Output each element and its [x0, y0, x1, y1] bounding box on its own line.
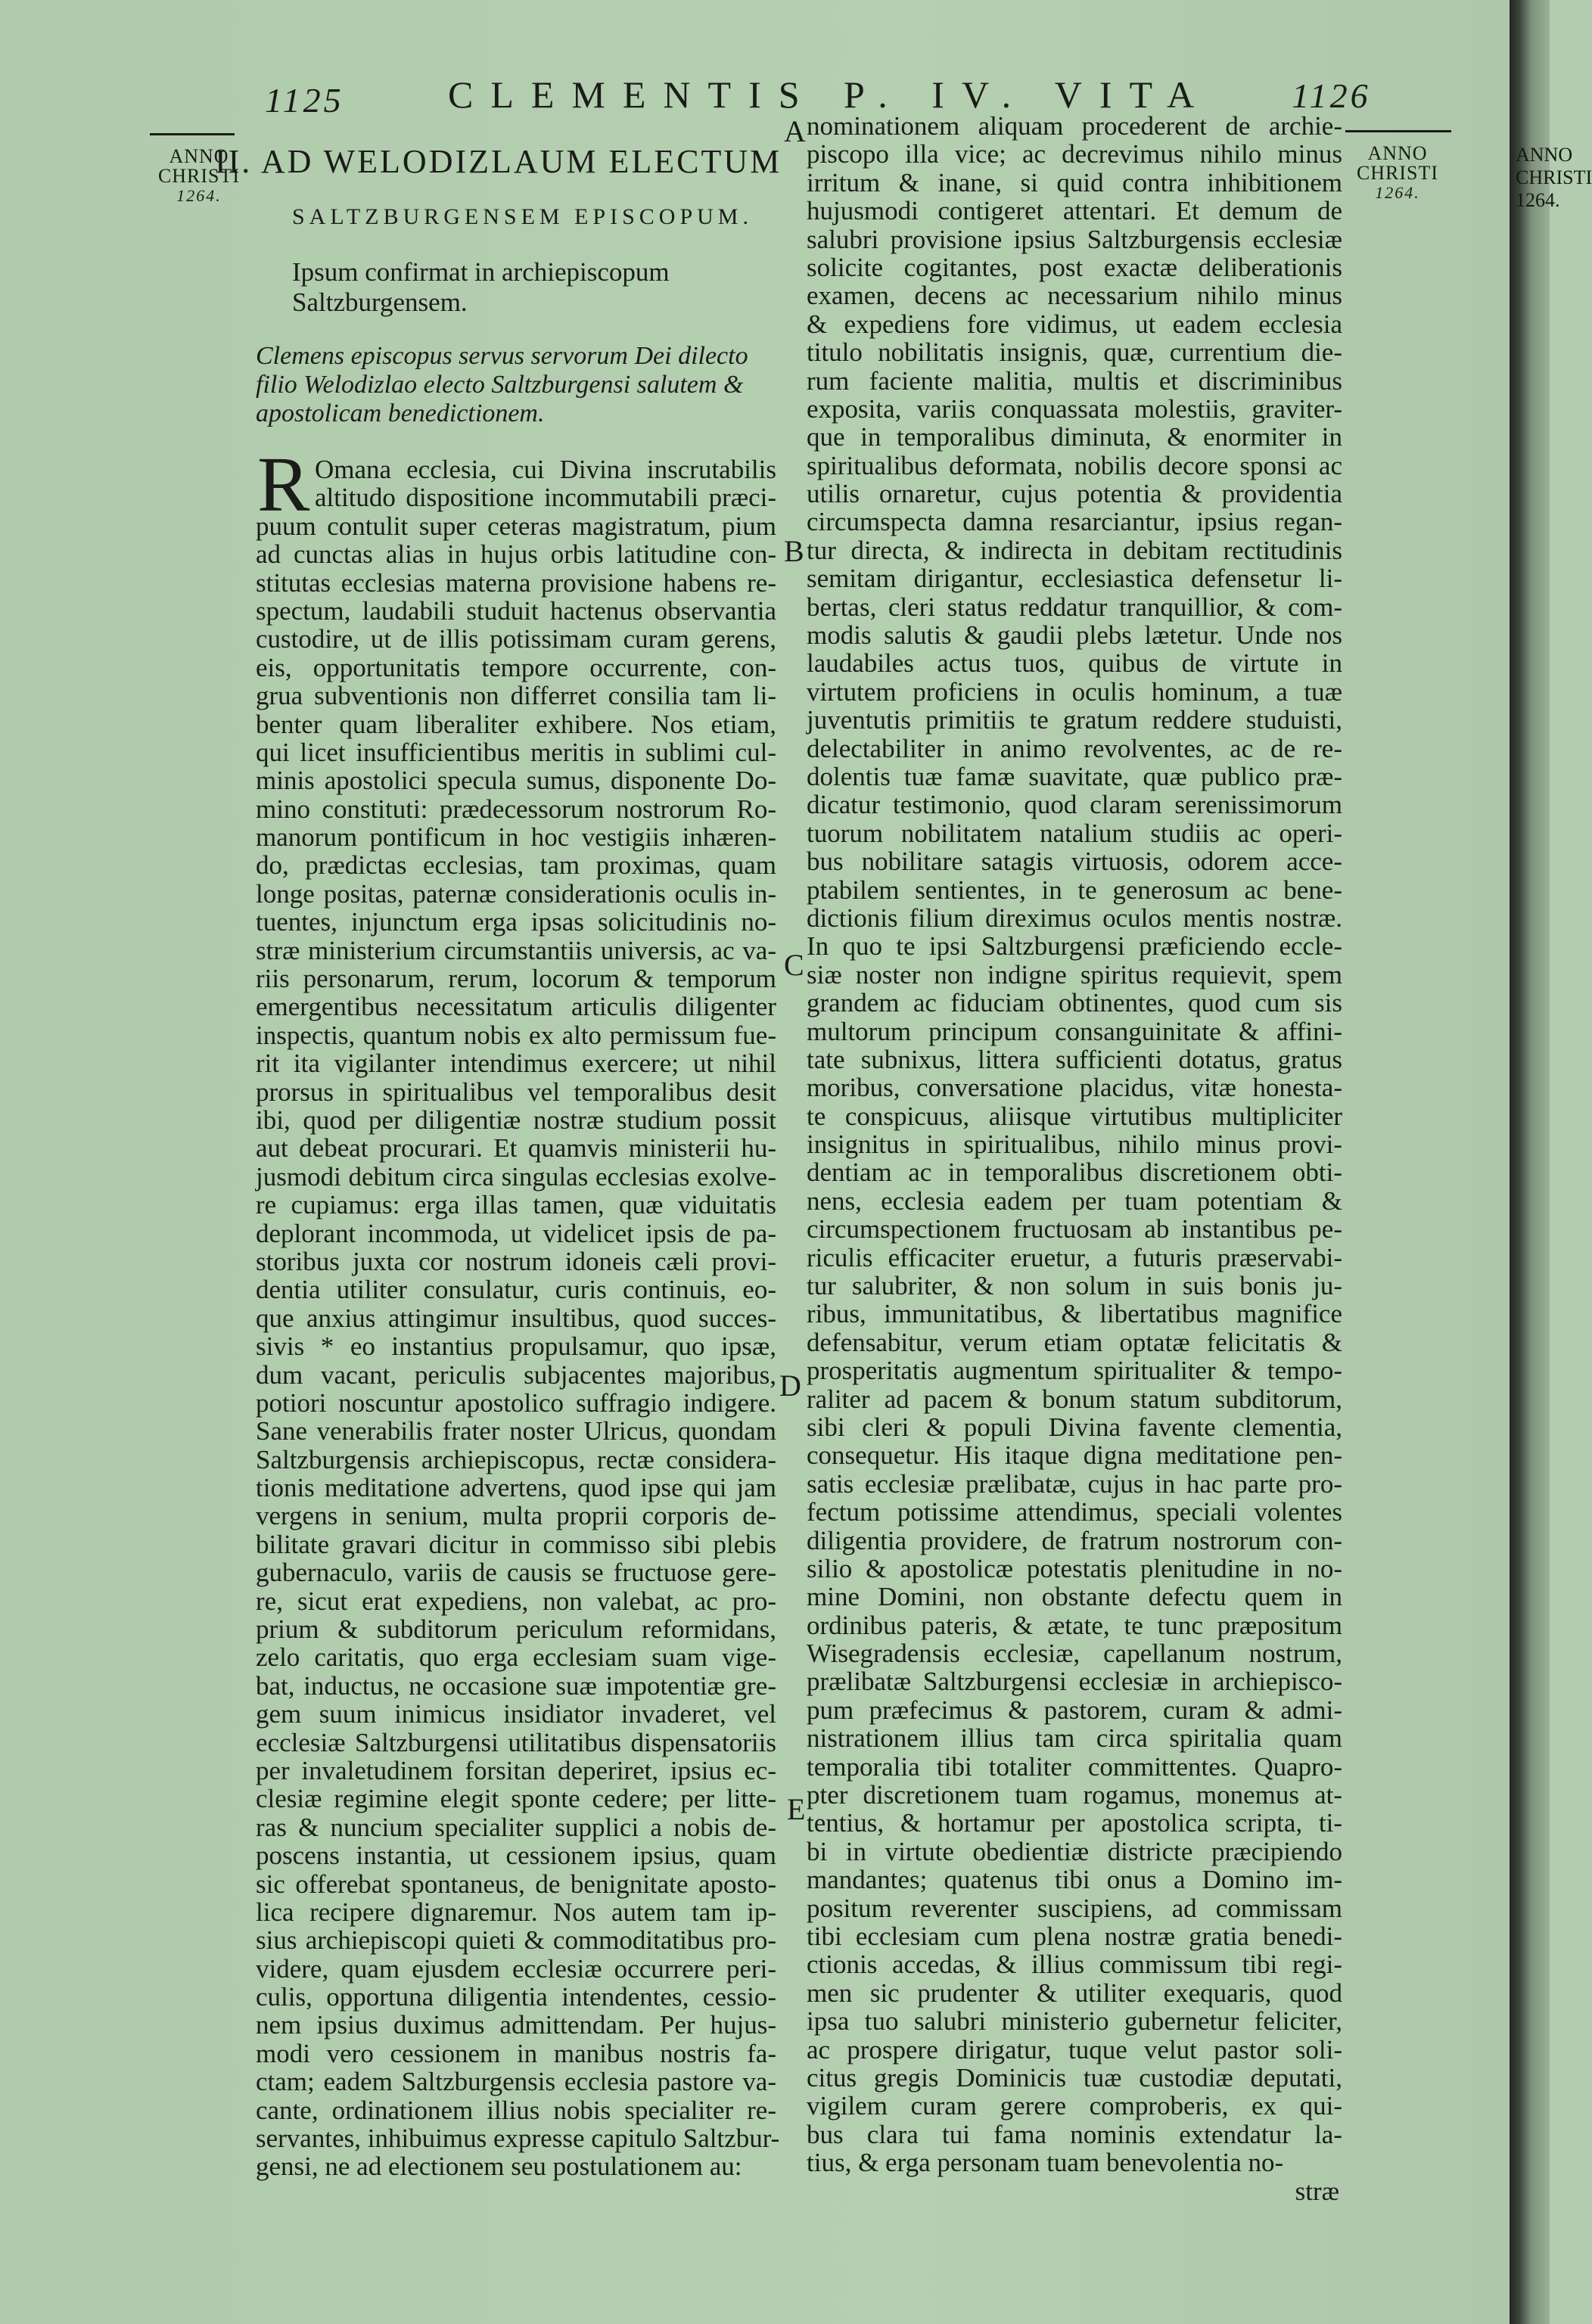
- text-line: tibi ecclesiam cum plena nostræ gratia benedi-: [807, 1922, 1342, 1951]
- text-line: sic offerebat spontaneus, de benignitate aposto-: [256, 1869, 776, 1899]
- text-line: benter quam liberaliter exhibere. Nos etiam,: [256, 709, 776, 739]
- next-page-anno: ANNO: [1516, 144, 1573, 166]
- margin-christi: CHRISTI: [1356, 162, 1439, 184]
- text-line: stræ ministerium circumstantiis universis, ac va-: [256, 935, 776, 965]
- text-line: riis personarum, rerum, locorum & temporum: [256, 964, 776, 994]
- text-line: nominationem aliquam procederent de archie-: [807, 111, 1342, 141]
- text-line: circumspecta damna resarciantur, ipsius regan-: [807, 507, 1342, 537]
- text-line: grandem ac fiduciam obtinentes, quod cum sis: [807, 988, 1342, 1018]
- next-page-year: 1264.: [1516, 189, 1560, 211]
- text-line: solicite cogitantes, post exactæ deliberationis: [807, 252, 1342, 282]
- text-line: videre, quam ejusdem ecclesiæ occurrere peri-: [256, 1953, 776, 1984]
- text-line: multorum principum consanguinitate & affini-: [807, 1016, 1342, 1046]
- letter-subtitle: SALTZBURGENSEM EPISCOPUM.: [292, 204, 753, 229]
- text-line: qui licet insufficientibus meritis in sublimi cul-: [256, 737, 776, 767]
- text-line: Wisegradensis ecclesiæ, capellanum nostrum,: [807, 1639, 1342, 1669]
- text-line: dum vacant, periculis subjacentes majoribus,: [256, 1359, 776, 1390]
- text-line: re cupiamus: erga illas tamen, quæ viduitatis: [256, 1190, 776, 1220]
- text-line: eis, opportunitatis tempore occurrente, con-: [256, 652, 776, 682]
- page-number-right: 1126: [1292, 76, 1371, 115]
- text-line: defensabitur, verum etiam optatæ felicitatis &: [807, 1327, 1342, 1357]
- text-line: consequetur. His itaque digna meditatione pen-: [807, 1440, 1342, 1471]
- text-line: dentia utiliter consulatur, curis continuis, eo-: [256, 1275, 776, 1305]
- text-line: tate subnixus, littera sufficienti dotatus, gratus: [807, 1044, 1342, 1074]
- text-line: nistrationem illius tam circa spiritalia quam: [807, 1723, 1342, 1754]
- text-line: altitudo dispositione incommutabili præci-: [315, 483, 776, 513]
- text-line: & expediens fore vidimus, ut eadem ecclesia: [807, 309, 1342, 339]
- text-line: manorum pontificum in hoc vestigiis inhæren-: [256, 822, 776, 853]
- text-line: gensi, ne ad electionem seu postulationem au:: [256, 2152, 742, 2182]
- text-line: insignitus in spiritualibus, nihilo minus provi-: [807, 1129, 1342, 1160]
- section-letter-c: C: [784, 948, 804, 982]
- text-line: tionis meditatione advertens, quod ipse qui jam: [256, 1473, 776, 1503]
- text-line: ribus, immunitatibus, & libertatibus magnifice: [807, 1299, 1342, 1329]
- text-line: prorsus in spiritualibus vel temporalibus desit: [256, 1077, 776, 1107]
- text-line: juventutis primitiis te gratum reddere studuisti,: [807, 705, 1342, 735]
- text-line: nem ipsius duximus admittendam. Per hujus-: [256, 2010, 776, 2040]
- text-line: delectabiliter in animo revolventes, ac de re-: [807, 733, 1342, 763]
- text-line: que in temporalibus diminuta, & enormiter in: [807, 422, 1342, 452]
- section-letter-b: B: [784, 534, 804, 568]
- text-line: dictionis filium direximus oculos mentis nostræ.: [807, 903, 1342, 933]
- text-line: spiritualibus deformata, nobilis decore sponsi ac: [807, 450, 1342, 480]
- text-line: citus gregis Dominicis tuæ custodiæ deputati,: [807, 2062, 1342, 2093]
- text-line: prosperitatis augmentum spiritualiter & tempo-: [807, 1356, 1342, 1386]
- text-line: modi vero cessionem in manibus nostris fa-: [256, 2038, 776, 2068]
- text-line: zelo caritatis, quo erga ecclesiam suam vige-: [256, 1642, 776, 1673]
- text-line: positum reverenter suscipiens, ad commissam: [807, 1893, 1342, 1923]
- text-line: poscens instantia, ut cessionem ipsius, quam: [256, 1841, 776, 1871]
- text-line: mine Domini, non obstante defectu quem in: [807, 1582, 1342, 1612]
- text-line: dolentis tuæ famæ suavitate, quæ publico præ-: [807, 761, 1342, 791]
- text-line: puum contulit super ceteras magistratum, pium: [256, 511, 776, 541]
- text-line: jusmodi debitum circa singulas ecclesias exolve-: [256, 1161, 776, 1192]
- left-column: [256, 455, 780, 2182]
- text-line: satis ecclesiæ prælibatæ, cujus in hac parte pro-: [807, 1468, 1342, 1499]
- text-line: lica recipere dignaremur. Nos autem tam ip-: [256, 1897, 776, 1927]
- header-rule-left: [150, 133, 235, 135]
- text-line: hujusmodi contigeret attentari. Et demum de: [807, 196, 1342, 226]
- text-line: prium & subditorum periculum reformidans,: [256, 1614, 776, 1645]
- margin-anno: ANNO: [169, 145, 229, 167]
- text-line: servantes, inhibuimus expresse capitulo Saltzbur-: [256, 2124, 780, 2154]
- text-line: prælibatæ Saltzburgensi ecclesiæ in archiepisco-: [807, 1667, 1342, 1697]
- text-line: examen, decens ac necessarium nihilo minus: [807, 281, 1342, 311]
- text-line: ptabilem sentientes, in te generosum ac bene-: [807, 875, 1342, 905]
- text-line: pum præfecimus & pastorem, curam & admi-: [807, 1695, 1342, 1725]
- text-line: circumspectionem fructuosam ab instantibus pe-: [807, 1214, 1342, 1244]
- text-line: ras & nuncium specialiter supplici a nobis de-: [256, 1812, 776, 1842]
- text-line: semitam dirigantur, ecclesiastica defensetur li-: [807, 564, 1342, 594]
- text-line: bus clara tui fama nominis extendatur la-: [807, 2119, 1342, 2149]
- text-line: nens, ecclesia eadem per tuam potentiam &: [807, 1185, 1342, 1216]
- text-line: inspectis, quantum nobis ex alto permissum fue-: [256, 1020, 776, 1050]
- running-title: CLEMENTIS P. IV. VITA: [448, 73, 1212, 116]
- text-line: piscopo illa vice; ac decrevimus nihilo minus: [807, 139, 1342, 169]
- text-line: potiori noscuntur apostolico suffragio indigere.: [256, 1387, 776, 1418]
- text-line: temporalia tibi totaliter committentes. Quapro-: [807, 1751, 1342, 1782]
- text-line: rum faciente malitia, multis et discriminibus: [807, 365, 1342, 396]
- text-line: bilitate gravari dicitur in commisso sibi plebis: [256, 1529, 776, 1559]
- text-line: longe positas, paternæ considerationis oculis in-: [256, 878, 776, 909]
- text-line: tuorum nobilitatem natalium studiis ac operi-: [807, 818, 1342, 848]
- drop-cap: R: [257, 441, 310, 528]
- text-line: storibus juxta cor nostrum idoneis cæli provi-: [256, 1246, 776, 1276]
- binding-gutter: [1510, 0, 1550, 2324]
- text-line: bus nobilitare satagis virtuosis, odorem acce-: [807, 847, 1342, 877]
- margin-year: 1264.: [176, 186, 222, 205]
- text-line: utilis ornaretur, cujus potentia & providentia: [807, 479, 1342, 509]
- margin-anno: ANNO: [1367, 142, 1428, 164]
- text-line: pter discretionem tuam rogamus, monemus at-: [807, 1780, 1342, 1810]
- text-line: bat, inductus, ne occasione suæ impotentiæ gre-: [256, 1670, 776, 1701]
- page-number-left: 1125: [265, 81, 344, 120]
- text-line: per invaletudinem forsitan deperiret, ipsius ec-: [256, 1755, 776, 1785]
- text-line: Sane venerabilis frater noster Ulricus, quondam: [256, 1416, 776, 1446]
- text-line: In quo te ipsi Saltzburgensi præficiendo eccle-: [807, 931, 1342, 962]
- text-line: vergens in senium, multa proprii corporis de-: [256, 1501, 776, 1531]
- text-line: grua subventionis non differret consilia tam li-: [256, 681, 776, 711]
- text-line: laudabiles actus tuos, quibus de virtute in: [807, 648, 1342, 679]
- text-line: rit ita vigilanter intendimus exercere; ut nihil: [256, 1049, 776, 1079]
- section-letter-e: E: [787, 1792, 806, 1826]
- letter-summary: Ipsum confirmat in archiepiscopum Saltzburgensem.: [292, 257, 670, 317]
- text-line: Saltzburgensis archiepiscopus, rectæ considera-: [256, 1444, 776, 1474]
- section-letter-a: A: [784, 114, 806, 148]
- text-line: emergentibus necessitatum articulis diligenter: [256, 992, 776, 1022]
- text-line: ordinibus pateris, & ætate, te tunc præpositum: [807, 1610, 1342, 1640]
- text-line: clesiæ regimine elegit sponte cedere; per litte-: [256, 1784, 776, 1814]
- text-line: bi in virtute obedientiæ districte præcipiendo: [807, 1836, 1342, 1866]
- text-line: mino constituti: prædecessorum nostrorum Ro-: [256, 794, 776, 824]
- letter-salutation: Clemens episcopus servus servorum Dei dilecto filio Welodizlao electo Saltzburgensi salutem & apostolicam benedictionem.: [256, 342, 748, 427]
- text-line: exposita, variis conquassata molestiis, graviter-: [807, 393, 1342, 424]
- section-letter-d: D: [779, 1369, 801, 1403]
- text-line: riculis efficaciter eruetur, a futuris præservabi-: [807, 1242, 1342, 1272]
- text-line: raliter ad pacem & bonum statum subditorum,: [807, 1384, 1342, 1414]
- text-line: modis salutis & gaudii plebs lætetur. Unde nos: [807, 620, 1342, 651]
- text-line: salubri provisione ipsius Saltzburgensis ecclesiæ: [807, 224, 1342, 254]
- text-line: silio & apostolicæ potestatis plenitudine in no-: [807, 1553, 1342, 1583]
- text-line: tentius, & hortamur per apostolica scripta, ti-: [807, 1808, 1342, 1838]
- text-line: do, prædictas ecclesias, tam proximas, quam: [256, 850, 776, 881]
- text-line: ad cunctas alias in hujus orbis latitudine con-: [256, 539, 776, 570]
- text-line: virtutem proficiens in oculis hominum, a tuæ: [807, 676, 1342, 707]
- text-line: gubernaculo, variis de causis se fructuose gere-: [256, 1558, 776, 1588]
- text-line: Omana ecclesia, cui Divina inscrutabilis: [315, 455, 776, 484]
- text-line: stitutas ecclesias materna provisione habens re-: [256, 567, 776, 598]
- text-line: tius, & erga personam tuam benevolentia no-: [807, 2148, 1284, 2178]
- text-line: sivis * eo instantius propulsamur, quo ipsæ,: [256, 1331, 776, 1362]
- margin-note-right: [1348, 144, 1447, 203]
- text-line: dicatur testimonio, quod claram serenissimorum: [807, 790, 1342, 820]
- letter-title: II. AD WELODIZLAUM ELECTUM: [215, 143, 782, 180]
- text-line: men sic prudenter & utiliter exequaris, quod: [807, 1978, 1342, 2008]
- text-line: que anxius attingimur insultibus, quod succes-: [256, 1303, 776, 1333]
- text-line: re, sicut erat expediens, non valebat, ac pro-: [256, 1586, 776, 1616]
- text-line: ecclesiæ Saltzburgensi utilitatibus dispensatoriis: [256, 1727, 776, 1757]
- text-line: moribus, conversatione placidus, vitæ honesta-: [807, 1073, 1342, 1103]
- text-line: culis, opportuna diligentia intendentes, cessio-: [256, 1982, 776, 2012]
- text-line: ibi, quod per diligentiæ nostræ studium possit: [256, 1105, 776, 1135]
- right-column: [807, 112, 1342, 2177]
- text-line: ctam; eadem Saltzburgensis ecclesia pastore va-: [256, 2067, 776, 2097]
- text-line: ipsa tuo salubri ministerio gubernetur feliciter,: [807, 2006, 1342, 2037]
- text-line: titulo nobilitatis insignis, quæ, currentium die-: [807, 337, 1342, 368]
- text-line: spectum, laudabili studuit hactenus observantia: [256, 595, 776, 626]
- text-line: bertas, cleri status reddatur tranquillior, & com-: [807, 592, 1342, 622]
- text-line: sius archiepiscopi quieti & commoditatibus pro-: [256, 1925, 776, 1956]
- text-line: vigilem curam gerere comproberis, ex qui-: [807, 2091, 1342, 2121]
- text-line: ctionis accedas, & illius commissum tibi regi-: [807, 1950, 1342, 1980]
- text-line: custodire, ut de illis potissimam curam gerens,: [256, 624, 776, 654]
- text-line: tur directa, & indirecta in debitam rectitudinis: [807, 535, 1342, 565]
- text-line: aut debeat procurari. Et quamvis ministerii hu-: [256, 1133, 776, 1164]
- text-line: tuentes, injunctum erga ipsas solicitudinis no-: [256, 907, 776, 937]
- text-line: gem suum inimicus insidiator invaderet, vel: [256, 1699, 776, 1729]
- text-line: sibi cleri & populi Divina favente clementia,: [807, 1412, 1342, 1442]
- text-line: mandantes; quatenus tibi onus a Domino im-: [807, 1865, 1342, 1895]
- text-line: tur salubriter, & non solum in suis bonis ju-: [807, 1271, 1342, 1301]
- text-line: deplorant incommoda, ut videlicet ipsis de pa-: [256, 1218, 776, 1248]
- text-line: siæ noster non indigne spiritus requievit, spem: [807, 959, 1342, 990]
- text-line: ac prospere dirigatur, tuque velut pastor soli-: [807, 2034, 1342, 2065]
- text-line: fectum potissime attendimus, speciali volentes: [807, 1497, 1342, 1527]
- margin-christi: CHRISTI: [157, 165, 241, 187]
- margin-year: 1264.: [1375, 183, 1420, 202]
- catchword: stræ: [1295, 2176, 1339, 2206]
- text-line: cante, ordinationem illius nobis specialiter re-: [256, 2095, 776, 2125]
- text-line: diligentia providere, de fratrum nostrorum con-: [807, 1525, 1342, 1555]
- text-line: minis apostolici specula sumus, disponente Do-: [256, 766, 776, 796]
- text-line: dentiam ac in temporalibus discretionem obti-: [807, 1157, 1342, 1188]
- text-line: irritum & inane, si quid contra inhibitionem: [807, 167, 1342, 197]
- header-rule-right: [1345, 130, 1451, 132]
- text-line: te conspicuus, aliisque virtutibus multipliciter: [807, 1101, 1342, 1131]
- next-page-christi: CHRISTI: [1516, 166, 1592, 188]
